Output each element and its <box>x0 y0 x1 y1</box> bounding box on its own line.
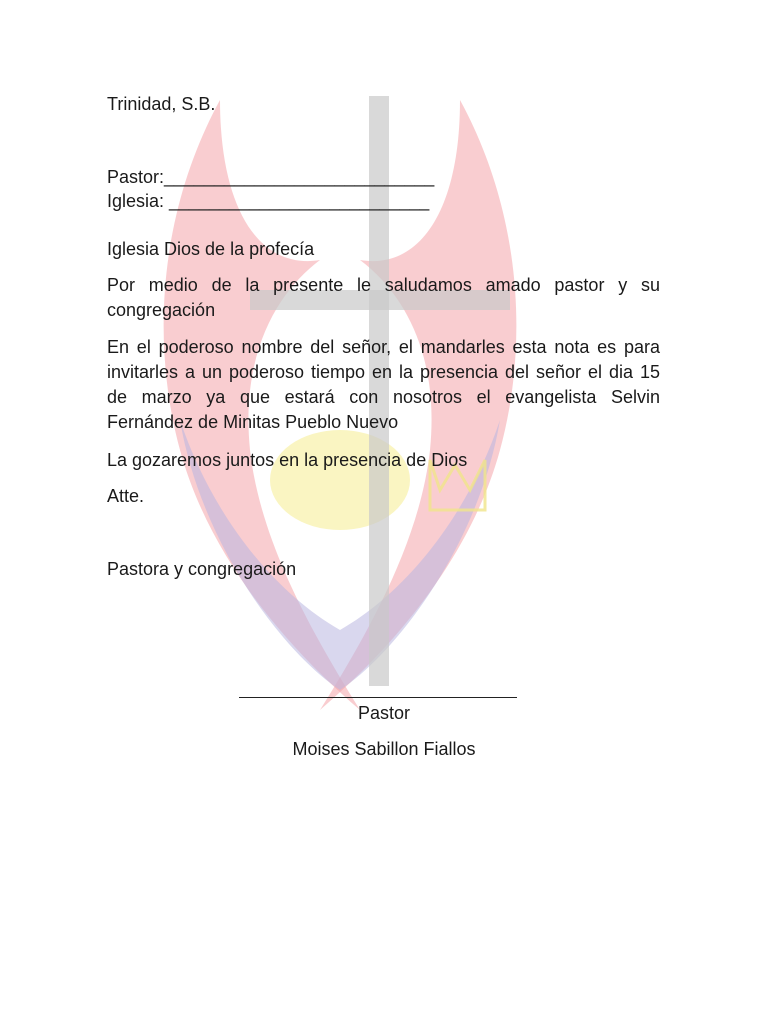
closing-line: La gozaremos juntos en la presencia de Dios <box>107 450 468 470</box>
church-name: Iglesia Dios de la profecía <box>107 239 315 259</box>
location-line: Trinidad, S.B. <box>107 94 216 114</box>
signature-line <box>239 697 517 698</box>
atte-line: Atte. <box>107 486 145 506</box>
signature-name: Moises Sabillon Fiallos <box>292 739 476 759</box>
pastor-field: Pastor:___________________________ <box>107 167 435 187</box>
signature-title: Pastor <box>357 703 411 723</box>
invitation-paragraph: En el poderoso nombre del señor, el mandarles esta nota es para invitarles a un poderoso tiempo en la presencia del señor el dia 15 de marzo ya que estará con nosotros el evangelista Selvin Fernández de Minitas Pueblo Nuevo <box>107 337 660 432</box>
sender-line: Pastora y congregación <box>107 559 297 579</box>
iglesia-field: Iglesia: __________________________ <box>107 191 430 211</box>
greeting-paragraph: Por medio de la presente le saludamos amado pastor y su congregación <box>107 275 660 320</box>
